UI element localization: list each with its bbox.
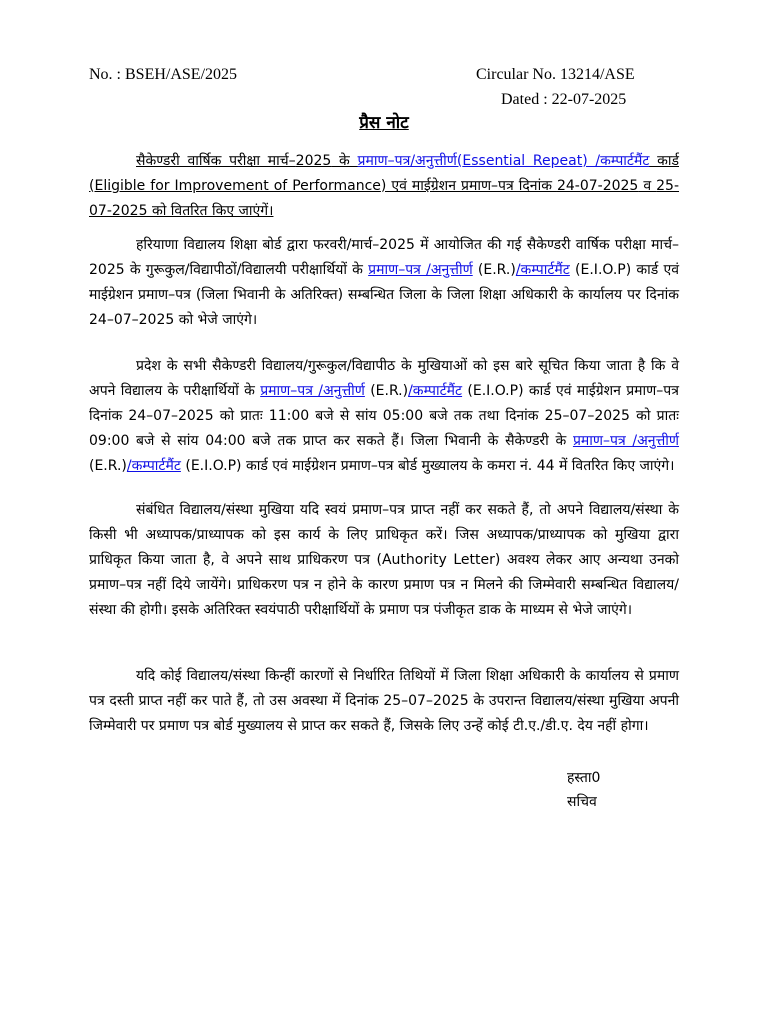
circular-date: Dated : 22-07-2025 — [501, 91, 627, 108]
reference-number: No. : BSEH/ASE/2025 — [89, 66, 238, 83]
signature-mark: हस्ता0 — [567, 770, 601, 786]
press-note-title: प्रैस नोट — [359, 113, 409, 133]
paragraph-fallback: यदि कोई विद्यालय/संस्था किन्हीं कारणों से निर्धारित तिथियों में जिला शिक्षा अधिकारी के कार्यालय से प्रमाण पत्र दस्ती प्राप्त नहीं कर पाते हैं, तो उस अवस्था में दिनांक 25–07–2025 के उपरान्त विद्यालय/संस्था मुखिया अपनी जिम्मेवारी पर प्रमाण पत्र बोर्ड मुख्यालय से प्राप्त कर सकते हैं, जिसके लिए उन्हें कोई टी.ए./डी.ए. देय नहीं होगा। — [89, 668, 679, 734]
paragraph-intro: सैकेण्डरी वार्षिक परीक्षा मार्च–2025 के प्रमाण–पत्र/अनुत्तीर्ण(Essential Repeat) /कम्पार्टमैंट कार्ड (Eligible for Improvement of Performance) एवं माईग्रेशन प्रमाण–पत्र दिनांक 24-07-2025 व 25-07-2025 को वितरित किए जाएंगें। — [89, 153, 680, 219]
paragraph-schedule: प्रदेश के सभी सैकेण्डरी विद्यालय/गुरूकुल/विद्यापीठ के मुखियाओं को इस बारे सूचित किया जाता है कि वे अपने विद्यालय के परीक्षार्थियों के प्रमाण–पत्र /अनुत्तीर्ण (E.R.)/कम्पार्टमैंट (E.I.O.P) कार्ड एवं माईग्रेशन प्रमाण–पत्र दिनांक 24–07–2025 को प्रातः 11:00 बजे से सांय 05:00 बजे तक तथा दिनांक 25–07–2025 को प्रातः 09:00 बजे से सांय 04:00 बजे तक प्राप्त कर सकते हैं। जिला भिवानी के सैकेण्डरी के प्रमाण–पत्र /अनुत्तीर्ण (E.R.)/कम्पार्टमैंट (E.I.O.P) कार्ड एवं माईग्रेशन प्रमाण–पत्र बोर्ड मुख्यालय के कमरा नं. 44 में वितरित किए जाएंगे। — [89, 358, 680, 474]
circular-number: Circular No. 13214/ASE — [476, 66, 635, 83]
paragraph-distribution: हरियाणा विद्यालय शिक्षा बोर्ड द्वारा फरवरी/मार्च–2025 में आयोजित की गई सैकेण्डरी वार्षिक परीक्षा मार्च–2025 के गुरूकुल/विद्यापीठों/विद्यालयी परीक्षार्थियों के प्रमाण–पत्र /अनुत्तीर्ण (E.R.)/कम्पार्टमैंट (E.I.O.P) कार्ड एवं माईग्रेशन प्रमाण–पत्र (जिला भिवानी के अतिरिक्त) सम्बन्धित जिला के जिला शिक्षा अधिकारी के कार्यालय पर दिनांक 24–07–2025 को भेजे जाएंगे। — [89, 237, 679, 328]
paragraph-authority: संबंधित विद्यालय/संस्था मुखिया यदि स्वयं प्रमाण–पत्र प्राप्त नहीं कर सकते हैं, तो अपने विद्यालय/संस्था के किसी भी अध्यापक/प्राध्यापक को इस कार्य के लिए प्राधिकृत करें। जिस अध्यापक/प्राध्यापक को मुखिया द्वारा प्राधिकृत किया जाता है, वे अपने साथ प्राधिकरण पत्र (Authority Letter) अवश्य लेकर आए अन्यथा उनको प्रमाण–पत्र नहीं दिये जायेंगे। प्राधिकरण पत्र न होने के कारण प्रमाण पत्र न मिलने की जिम्मेवारी सम्बन्धित विद्यालय/संस्था की होगी। इसके अतिरिक्त स्वयंपाठी परीक्षार्थियों के प्रमाण पत्र पंजीकृत डाक के माध्यम से भेजे जाएंगे। — [89, 502, 679, 618]
signatory-designation: सचिव — [567, 794, 597, 810]
